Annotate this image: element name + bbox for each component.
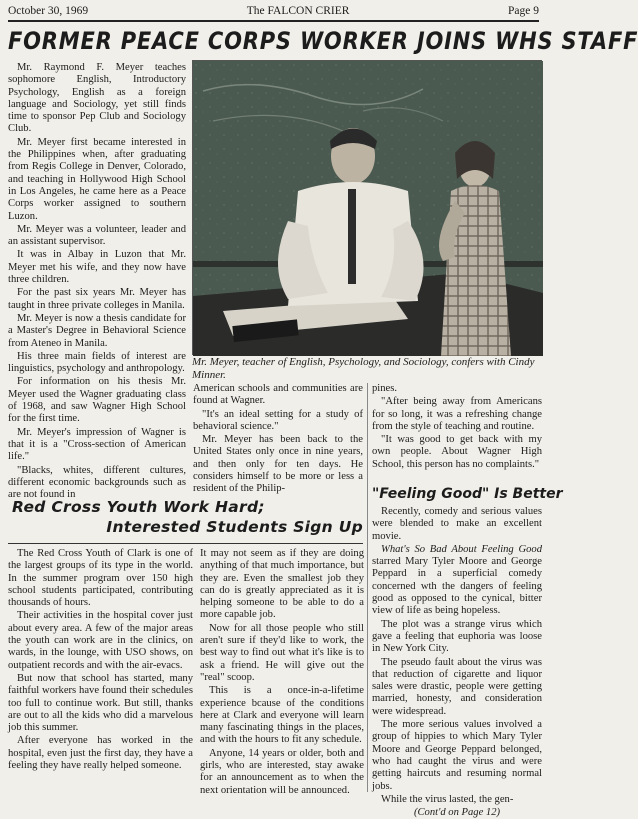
paragraph: pines.	[372, 383, 398, 394]
meyer-story-column-2	[193, 383, 363, 493]
paragraph: Their activities in the hospital cover just about every area. A few of the major areas the youth can work are in the clinics, on wards, in the lounge, with USO shows, on outpatient records and with the air-evacs.	[8, 610, 193, 671]
paragraph: Mr. Meyer's impression of Wagner is that it is a "Cross-section of American life."	[8, 426, 186, 463]
paragraph: "It's an ideal setting for a study of behavioral science."	[193, 408, 363, 432]
paragraph: The pseudo fault about the virus was that reduction of cigarette and liquor sales were drastic, people were getting married, honesty, and consideration were widespread.	[372, 656, 542, 717]
paragraph: The plot was a strange virus which gave a feeling that euphoria was loose in New York City.	[372, 618, 542, 655]
paragraph: But now that school has started, many faithful workers have found their schedules too full to continue work. But still, thanks are out to all the kids who did a marvelous job this summer.	[8, 672, 193, 734]
paragraph: Mr. Raymond F. Meyer teaches sophomore English, Introductory Psychology, English as a foreign language and Sociology, yet still finds time to sponsor Pep Club and Sociology Club.	[8, 62, 186, 135]
feeling-good-column	[372, 506, 542, 819]
column-divider	[367, 383, 368, 792]
classroom-photo-illustration	[193, 61, 543, 356]
classroom-photo	[192, 60, 542, 355]
paragraph: Mr. Meyer is now a thesis candidate for a Master's Degree in Behavioral Science from Ateneo in Manila.	[8, 312, 186, 349]
paragraph: "It was good to get back with my own people. About Wagner High School, this person has no complaints."	[372, 434, 542, 470]
paragraph: After everyone has worked in the hospital, even just the first day, they have a feeling they have really helped someone.	[8, 735, 193, 772]
feeling-good-headline: "Feeling Good" Is Better	[372, 486, 563, 502]
meyer-story-column-3	[372, 383, 542, 483]
paragraph: Mr. Meyer has been back to the United States only once in nine years, and then only for ten days. He considers himself to be more or less a resident of the Philip-	[193, 434, 363, 495]
masthead	[8, 3, 539, 19]
paragraph: It may not seem as if they are doing anything of that much importance, but they are. Even the smallest job they can do is greatly appreciated as it is helping someone to be able to do a more capable job.	[200, 548, 364, 621]
paragraph: "Blacks, whites, different cultures, different economic backgrounds such as are not found in	[8, 464, 186, 501]
paper-name: The FALCON CRIER	[246, 5, 350, 17]
paragraph: This is a once-in-a-lifetime experience bcause of the conditions here at Clark and everyone will learn many fascinating things in the places, and with the hours to fit any schedule.	[200, 685, 364, 746]
paragraph: What's So Bad About Feeling Good starred Mary Tyler Moore and George Peppard in a superficial comedy concerned wth the dangers of feeling good as opposed to the cynical, bitter view of life as being hopeless.	[372, 543, 542, 617]
film-title: What's So Bad About Feeling Good	[381, 543, 542, 555]
paragraph: Anyone, 14 years or older, both and girls, who are interested, stay awake for an announcement as to when the next orientation will be announced.	[200, 747, 364, 796]
paragraph: Recently, comedy and serious values were blended to make an excellent movie.	[372, 506, 542, 542]
paragraph: Now for all those people who still aren't sure if they'd like to work, the best way to find out what it's like is to ask a friend. He will give out the "real" scoop.	[200, 622, 364, 683]
paragraph: Mr. Meyer was a volunteer, leader and an assistant supervisor.	[8, 223, 186, 248]
photo-caption: Mr. Meyer, teacher of English, Psychology, and Sociology, confers with Cindy Minner.	[192, 356, 535, 381]
paragraph: Mr. Meyer first became interested in the Philippines when, after graduating from Regis College in Denver, Colorado, and teaching in Hollywood High School in Los Angeles, he came here as a Peace Corps worker assigned to southern Luzon.	[8, 136, 186, 222]
paragraph: For information on his thesis Mr. Meyer used the Wagner graduating class of 1968, and saw Wagner High School for the first time.	[8, 376, 186, 425]
red-cross-headline-line-2: Interested Students Sign Up	[106, 518, 363, 536]
paragraph: The Red Cross Youth of Clark is one of the largest groups of its type in the world. In the summer program over 150 high school students participated, contributing thousands of hours.	[8, 548, 193, 609]
paragraph: The more serious values involved a group of hippies to which Mary Tyler Moore and George Peppard belonged, who had caught the virus and were getting haircuts and resuming normal jobs.	[372, 719, 542, 792]
red-cross-headline	[8, 497, 363, 541]
paragraph: It was in Albay in Luzon that Mr. Meyer met his wife, and they now have three children.	[8, 249, 186, 286]
issue-date: October 30, 1969	[8, 5, 89, 17]
red-cross-headline-line-1: Red Cross Youth Work Hard;	[12, 498, 265, 516]
paragraph: American schools and communities are found at Wagner.	[193, 383, 363, 407]
paragraph: While the virus lasted, the gen-	[381, 793, 514, 805]
meyer-story-column-1	[8, 62, 186, 501]
red-cross-column-1	[8, 548, 193, 792]
paragraph: For the past six years Mr. Meyer has taught in three private colleges in Manila.	[8, 287, 186, 311]
red-cross-rule	[8, 543, 363, 544]
paragraph: "After being away from Americans for so long, it was a refreshing change from the style of teaching and routine.	[372, 396, 542, 432]
paragraph: His three main fields of interest are linguistics, psychology and anthropology.	[8, 350, 186, 375]
red-cross-column-2	[200, 548, 364, 796]
continued-note: (Cont'd on Page 12)	[413, 807, 501, 819]
main-headline: FORMER PEACE CORPS WORKER JOINS WHS STAFF	[8, 27, 638, 55]
page-number: Page 9	[508, 5, 539, 17]
